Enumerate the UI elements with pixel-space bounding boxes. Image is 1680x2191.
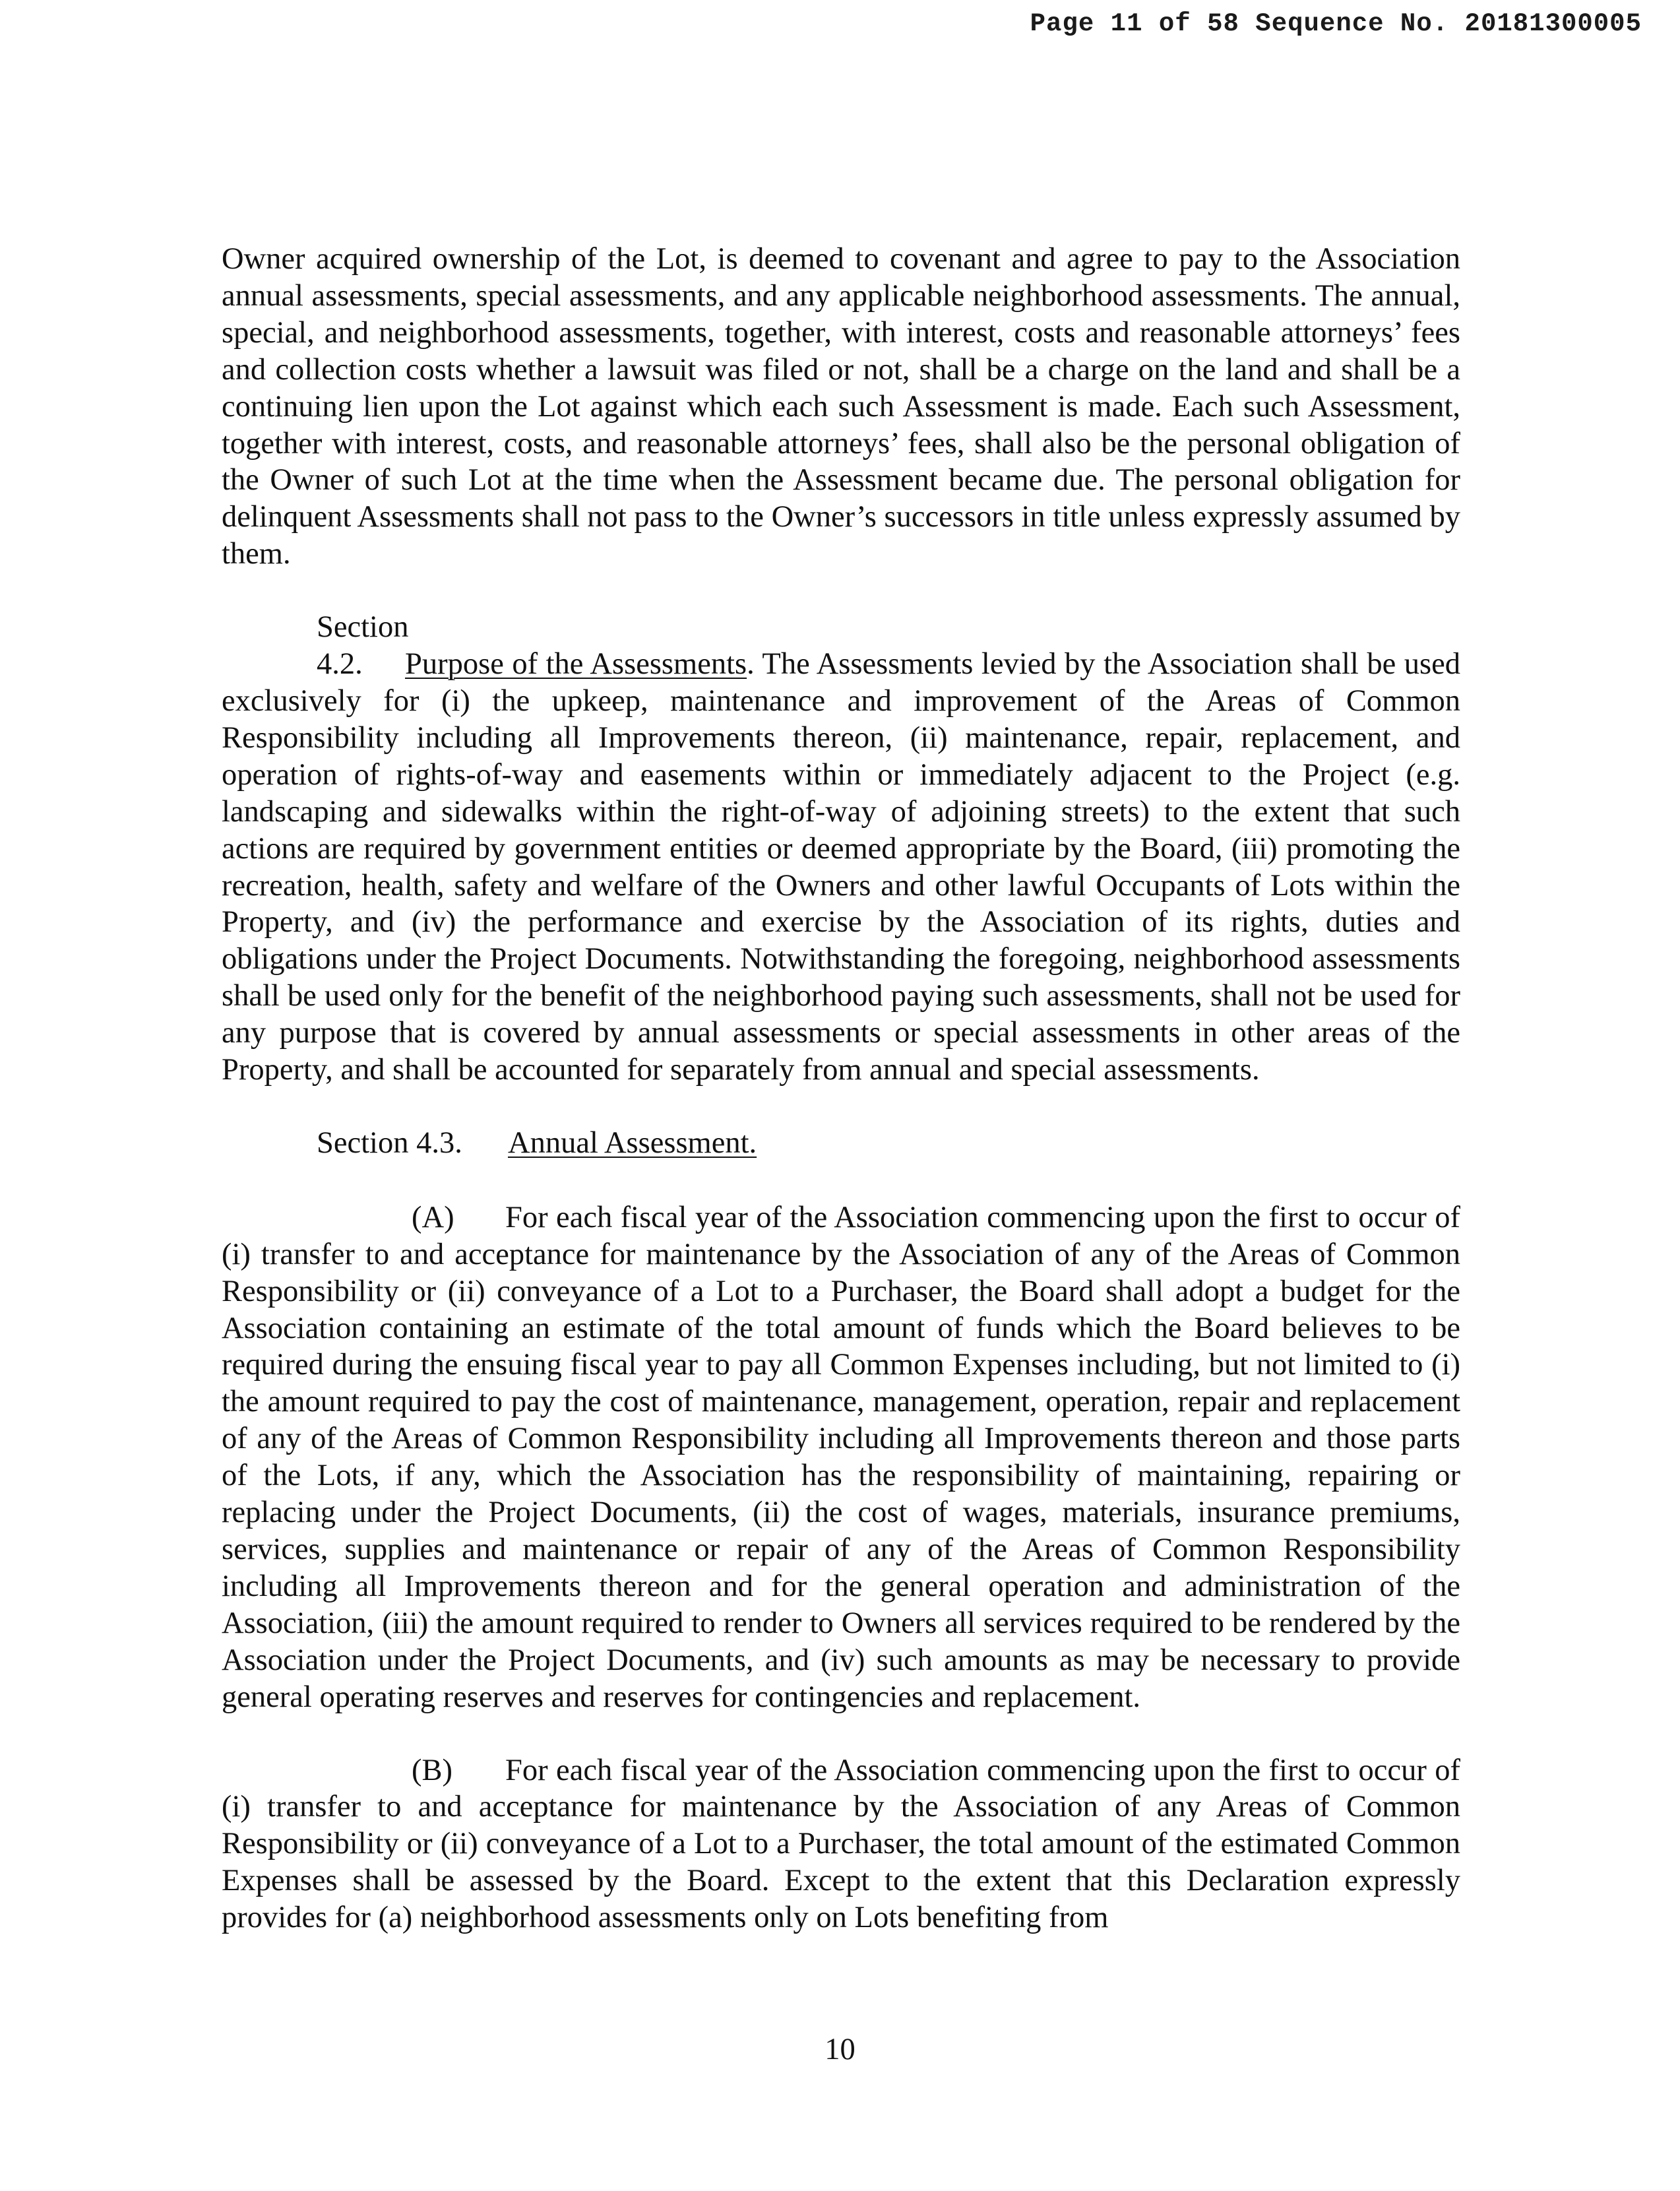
section-4-2-title-period: . [747,647,755,682]
section-4-2-paragraph [222,609,1460,1089]
subsection-b-label: (B) [412,1753,452,1787]
section-4-3-number: Section 4.3. [317,1126,462,1160]
subsection-b-text: For each fiscal year of the Association commencing upon the first to occur of (i) transfer to and acceptance for maintenance by the Association of any Areas of Common Responsibility or (ii) conveyance of a Lot to a Purchaser, the total amount of the estimated Common Expenses shall be assessed by the Board. Except to the extent that this Declaration expressly provides for (a) neighborhood assessments only on Lots benefiting from [222,1753,1460,1935]
section-4-2-text: The Assessments levied by the Association shall be used exclusively for (i) the upkeep, maintenance and improvement of the Areas of Common Responsibility including all Improvements thereon, (ii) maintenance, repair, replacement, and operation of rights-of-way and easements within or immediately adjacent to the Project (e.g. landscaping and sidewalks within the right-of-way of adjoining streets) to the extent that such actions are required by government entities or deemed appropriate by the Board, (iii) promoting the recreation, health, safety and welfare of the Owners and other lawful Occupants of Lots within the Property, and (iv) the performance and exercise by the Association of its rights, duties and obligations under the Project Documents. Notwithstanding the foregoing, neighborhood assessments shall be used only for the benefit of the neighborhood paying such assessments, shall not be used for any purpose that is covered by annual assessments or special assessments in other areas of the Property, and shall be accounted for separately from annual and special assessments. [222,647,1460,1087]
document-page [222,241,1460,1973]
page-sequence-stamp: Page 11 of 58 Sequence No. 20181300005 [1030,9,1642,38]
subsection-a-paragraph [222,1199,1460,1716]
intro-paragraph: Owner acquired ownership of the Lot, is deemed to covenant and agree to pay to the Association annual assessments, special assessments, and any applicable neighborhood assessments. The annual, special, and neighborhood assessments, together, with interest, costs and reasonable attorneys’ fees and collection costs whether a lawsuit was filed or not, shall be a charge on the land and shall be a continuing lien upon the Lot against which each such Assessment is made. Each such Assessment, together with interest, costs, and reasonable attorneys’ fees, shall also be the personal obligation of the Owner of such Lot at the time when the Assessment became due. The personal obligation for delinquent Assessments shall not pass to the Owner’s successors in title unless expressly assumed by them. [222,242,1460,571]
subsection-b-paragraph [222,1752,1460,1937]
section-4-2-title: Purpose of the Assessments [405,647,747,682]
section-4-2-number: Section 4.2. [317,610,409,682]
section-4-3-heading [317,1125,1460,1162]
subsection-a-label: (A) [412,1200,454,1234]
section-4-3-title: Annual Assessment. [508,1126,757,1160]
page-number: 10 [824,2033,856,2066]
subsection-a-text: For each fiscal year of the Association commencing upon the first to occur of (i) transfer to and acceptance for maintenance by the Association of any of the Areas of Common Responsibility or (ii) conveyance of a Lot to a Purchaser, the Board shall adopt a budget for the Association containing an estimate of the total amount of funds which the Board believes to be required during the ensuing fiscal year to pay all Common Expenses including, but not limited to (i) the amount required to pay the cost of maintenance, management, operation, repair and replacement of any of the Areas of Common Responsibility including all Improvements thereon and those parts of the Lots, if any, which the Association has the responsibility of maintaining, repairing or replacing under the Project Documents, (ii) the cost of wages, materials, insurance premiums, services, supplies and maintenance or repair of any of the Areas of Common Responsibility including all Improvements thereon and for the general operation and administration of the Association, (iii) the amount required to render to Owners all services required to be rendered by the Association under the Project Documents, and (iv) such amounts as may be necessary to provide general operating reserves and reserves for contingencies and replacement. [222,1200,1460,1714]
